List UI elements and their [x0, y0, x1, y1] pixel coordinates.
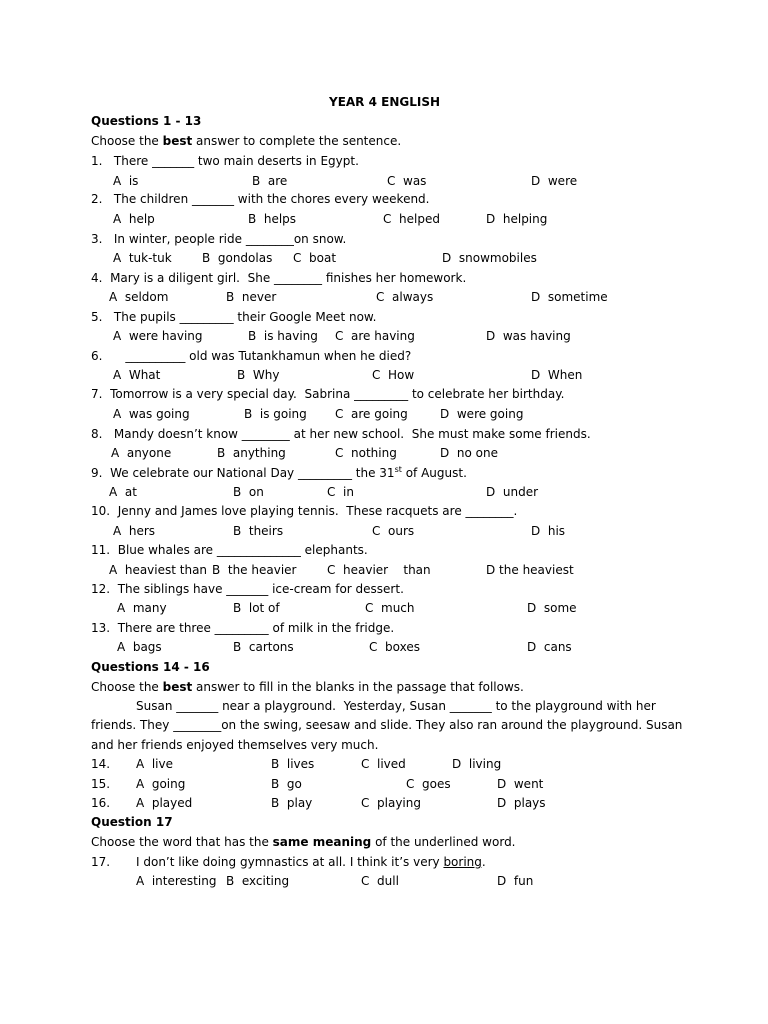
instruction-text: answer to complete the sentence.: [192, 134, 402, 148]
question-1-option-c: C was: [387, 174, 427, 188]
stem-text: 9. We celebrate our National Day _________ the 31: [91, 466, 395, 480]
question-15-option-c: C goes: [406, 777, 451, 791]
question-10-option-b: B theirs: [233, 524, 284, 538]
stem-text: I don’t like doing gymnastics at all. I think it’s very: [136, 855, 444, 869]
question-7-option-d: D were going: [440, 407, 524, 421]
question-13-option-c: C boxes: [369, 640, 420, 654]
passage-line-2: friends. They ________on the swing, seesaw and slide. They also ran around the playground. Susan: [91, 718, 683, 732]
question-3-option-c: C boat: [293, 251, 337, 265]
question-8-option-b: B anything: [217, 446, 286, 460]
question-9-option-d: D under: [486, 485, 539, 499]
question-7-option-a: A was going: [113, 407, 190, 421]
section-instruction-1: [91, 134, 401, 148]
question-17-option-c: C dull: [361, 874, 399, 888]
question-12-option-c: C much: [365, 601, 415, 615]
question-11-option-a: A heaviest than: [109, 563, 208, 577]
question-17-stem: [136, 855, 486, 869]
question-10-stem: 10. Jenny and James love playing tennis. These racquets are ________.: [91, 504, 518, 518]
question-12-option-a: A many: [117, 601, 167, 615]
section-instruction-2: [91, 680, 524, 694]
question-14-option-b: B lives: [271, 757, 315, 771]
question-16-number: 16.: [91, 796, 111, 810]
question-2-option-a: A help: [113, 212, 155, 226]
instruction-text: Choose the: [91, 134, 163, 148]
question-6-option-b: B Why: [237, 368, 280, 382]
question-2-option-c: C helped: [383, 212, 440, 226]
section-heading-1: Questions 1 - 13: [91, 114, 202, 128]
question-13-stem: 13. There are three _________ of milk in the fridge.: [91, 621, 395, 635]
question-16-option-a: A played: [136, 796, 193, 810]
question-15-number: 15.: [91, 777, 111, 791]
question-6-option-a: A What: [113, 368, 161, 382]
question-1-stem: 1. There _______ two main deserts in Egypt.: [91, 154, 359, 168]
question-3-option-d: D snowmobiles: [442, 251, 537, 265]
question-11-option-b: B the heavier: [212, 563, 297, 577]
instruction-text: of the underlined word.: [371, 835, 516, 849]
section-heading-2: Questions 14 - 16: [91, 660, 210, 674]
instruction-emphasis: best: [162, 680, 193, 694]
instruction-text: Choose the: [91, 680, 163, 694]
question-11-option-d: D the heaviest: [486, 563, 574, 577]
instruction-text: answer to fill in the blanks in the passage that follows.: [192, 680, 524, 694]
question-8-stem: 8. Mandy doesn’t know ________ at her new school. She must make some friends.: [91, 427, 591, 441]
question-3-option-a: A tuk-tuk: [113, 251, 172, 265]
stem-text: .: [481, 855, 486, 869]
question-9-option-c: C in: [327, 485, 354, 499]
question-14-number: 14.: [91, 757, 111, 771]
question-11-stem: 11. Blue whales are ______________ elephants.: [91, 543, 368, 557]
question-1-option-d: D were: [531, 174, 578, 188]
question-12-option-d: D some: [527, 601, 577, 615]
question-4-stem: 4. Mary is a diligent girl. She ________ finishes her homework.: [91, 271, 467, 285]
question-10-option-d: D his: [531, 524, 566, 538]
question-5-option-b: B is having: [248, 329, 318, 343]
question-13-option-a: A bags: [117, 640, 162, 654]
question-1-option-b: B are: [252, 174, 288, 188]
passage-line-1: Susan _______ near a playground. Yesterday, Susan _______ to the playground with her: [136, 699, 656, 713]
instruction-emphasis: same meaning: [272, 835, 372, 849]
question-1-option-a: A is: [113, 174, 139, 188]
question-10-option-c: C ours: [372, 524, 415, 538]
question-5-option-d: D was having: [486, 329, 571, 343]
passage-line-3: and her friends enjoyed themselves very much.: [91, 738, 379, 752]
question-4-option-a: A seldom: [109, 290, 169, 304]
question-7-option-b: B is going: [244, 407, 307, 421]
question-2-option-d: D helping: [486, 212, 548, 226]
question-6-option-d: D When: [531, 368, 583, 382]
question-8-option-d: D no one: [440, 446, 498, 460]
stem-text: of August.: [401, 466, 467, 480]
question-11-option-c: C heavier than: [327, 563, 431, 577]
question-3-stem: 3. In winter, people ride ________on snow.: [91, 232, 347, 246]
question-12-option-b: B lot of: [233, 601, 280, 615]
question-2-stem: 2. The children _______ with the chores every weekend.: [91, 192, 430, 206]
question-16-option-d: D plays: [497, 796, 546, 810]
question-4-option-c: C always: [376, 290, 434, 304]
question-8-option-c: C nothing: [335, 446, 397, 460]
question-15-option-b: B go: [271, 777, 302, 791]
instruction-emphasis: best: [162, 134, 193, 148]
instruction-text: Choose the word that has the: [91, 835, 273, 849]
question-4-option-b: B never: [226, 290, 277, 304]
question-3-option-b: B gondolas: [202, 251, 273, 265]
question-13-option-b: B cartons: [233, 640, 294, 654]
question-16-option-b: B play: [271, 796, 313, 810]
question-14-option-a: A live: [136, 757, 173, 771]
question-7-option-c: C are going: [335, 407, 408, 421]
question-6-option-c: C How: [372, 368, 415, 382]
question-17-option-b: B exciting: [226, 874, 290, 888]
question-12-stem: 12. The siblings have _______ ice-cream for dessert.: [91, 582, 404, 596]
question-17-option-a: A interesting: [136, 874, 217, 888]
question-5-option-c: C are having: [335, 329, 415, 343]
ordinal-suffix: st: [394, 465, 402, 474]
question-6-stem: 6. __________ old was Tutankhamun when he died?: [91, 349, 412, 363]
question-8-option-a: A anyone: [111, 446, 172, 460]
section-instruction-3: [91, 835, 516, 849]
question-14-option-c: C lived: [361, 757, 406, 771]
question-13-option-d: D cans: [527, 640, 572, 654]
question-17-option-d: D fun: [497, 874, 534, 888]
question-2-option-b: B helps: [248, 212, 297, 226]
question-9-stem: [91, 466, 467, 480]
question-15-option-d: D went: [497, 777, 544, 791]
underlined-word: boring: [443, 855, 482, 869]
question-14-option-d: D living: [452, 757, 502, 771]
question-7-stem: 7. Tomorrow is a very special day. Sabrina _________ to celebrate her birthday.: [91, 387, 565, 401]
question-5-stem: 5. The pupils _________ their Google Meet now.: [91, 310, 377, 324]
page-title: YEAR 4 ENGLISH: [329, 95, 441, 109]
question-9-option-b: B on: [233, 485, 264, 499]
question-17-number: 17.: [91, 855, 111, 869]
question-5-option-a: A were having: [113, 329, 203, 343]
question-9-option-a: A at: [109, 485, 137, 499]
section-heading-3: Question 17: [91, 815, 173, 829]
question-16-option-c: C playing: [361, 796, 421, 810]
question-10-option-a: A hers: [113, 524, 156, 538]
question-4-option-d: D sometime: [531, 290, 608, 304]
question-15-option-a: A going: [136, 777, 186, 791]
